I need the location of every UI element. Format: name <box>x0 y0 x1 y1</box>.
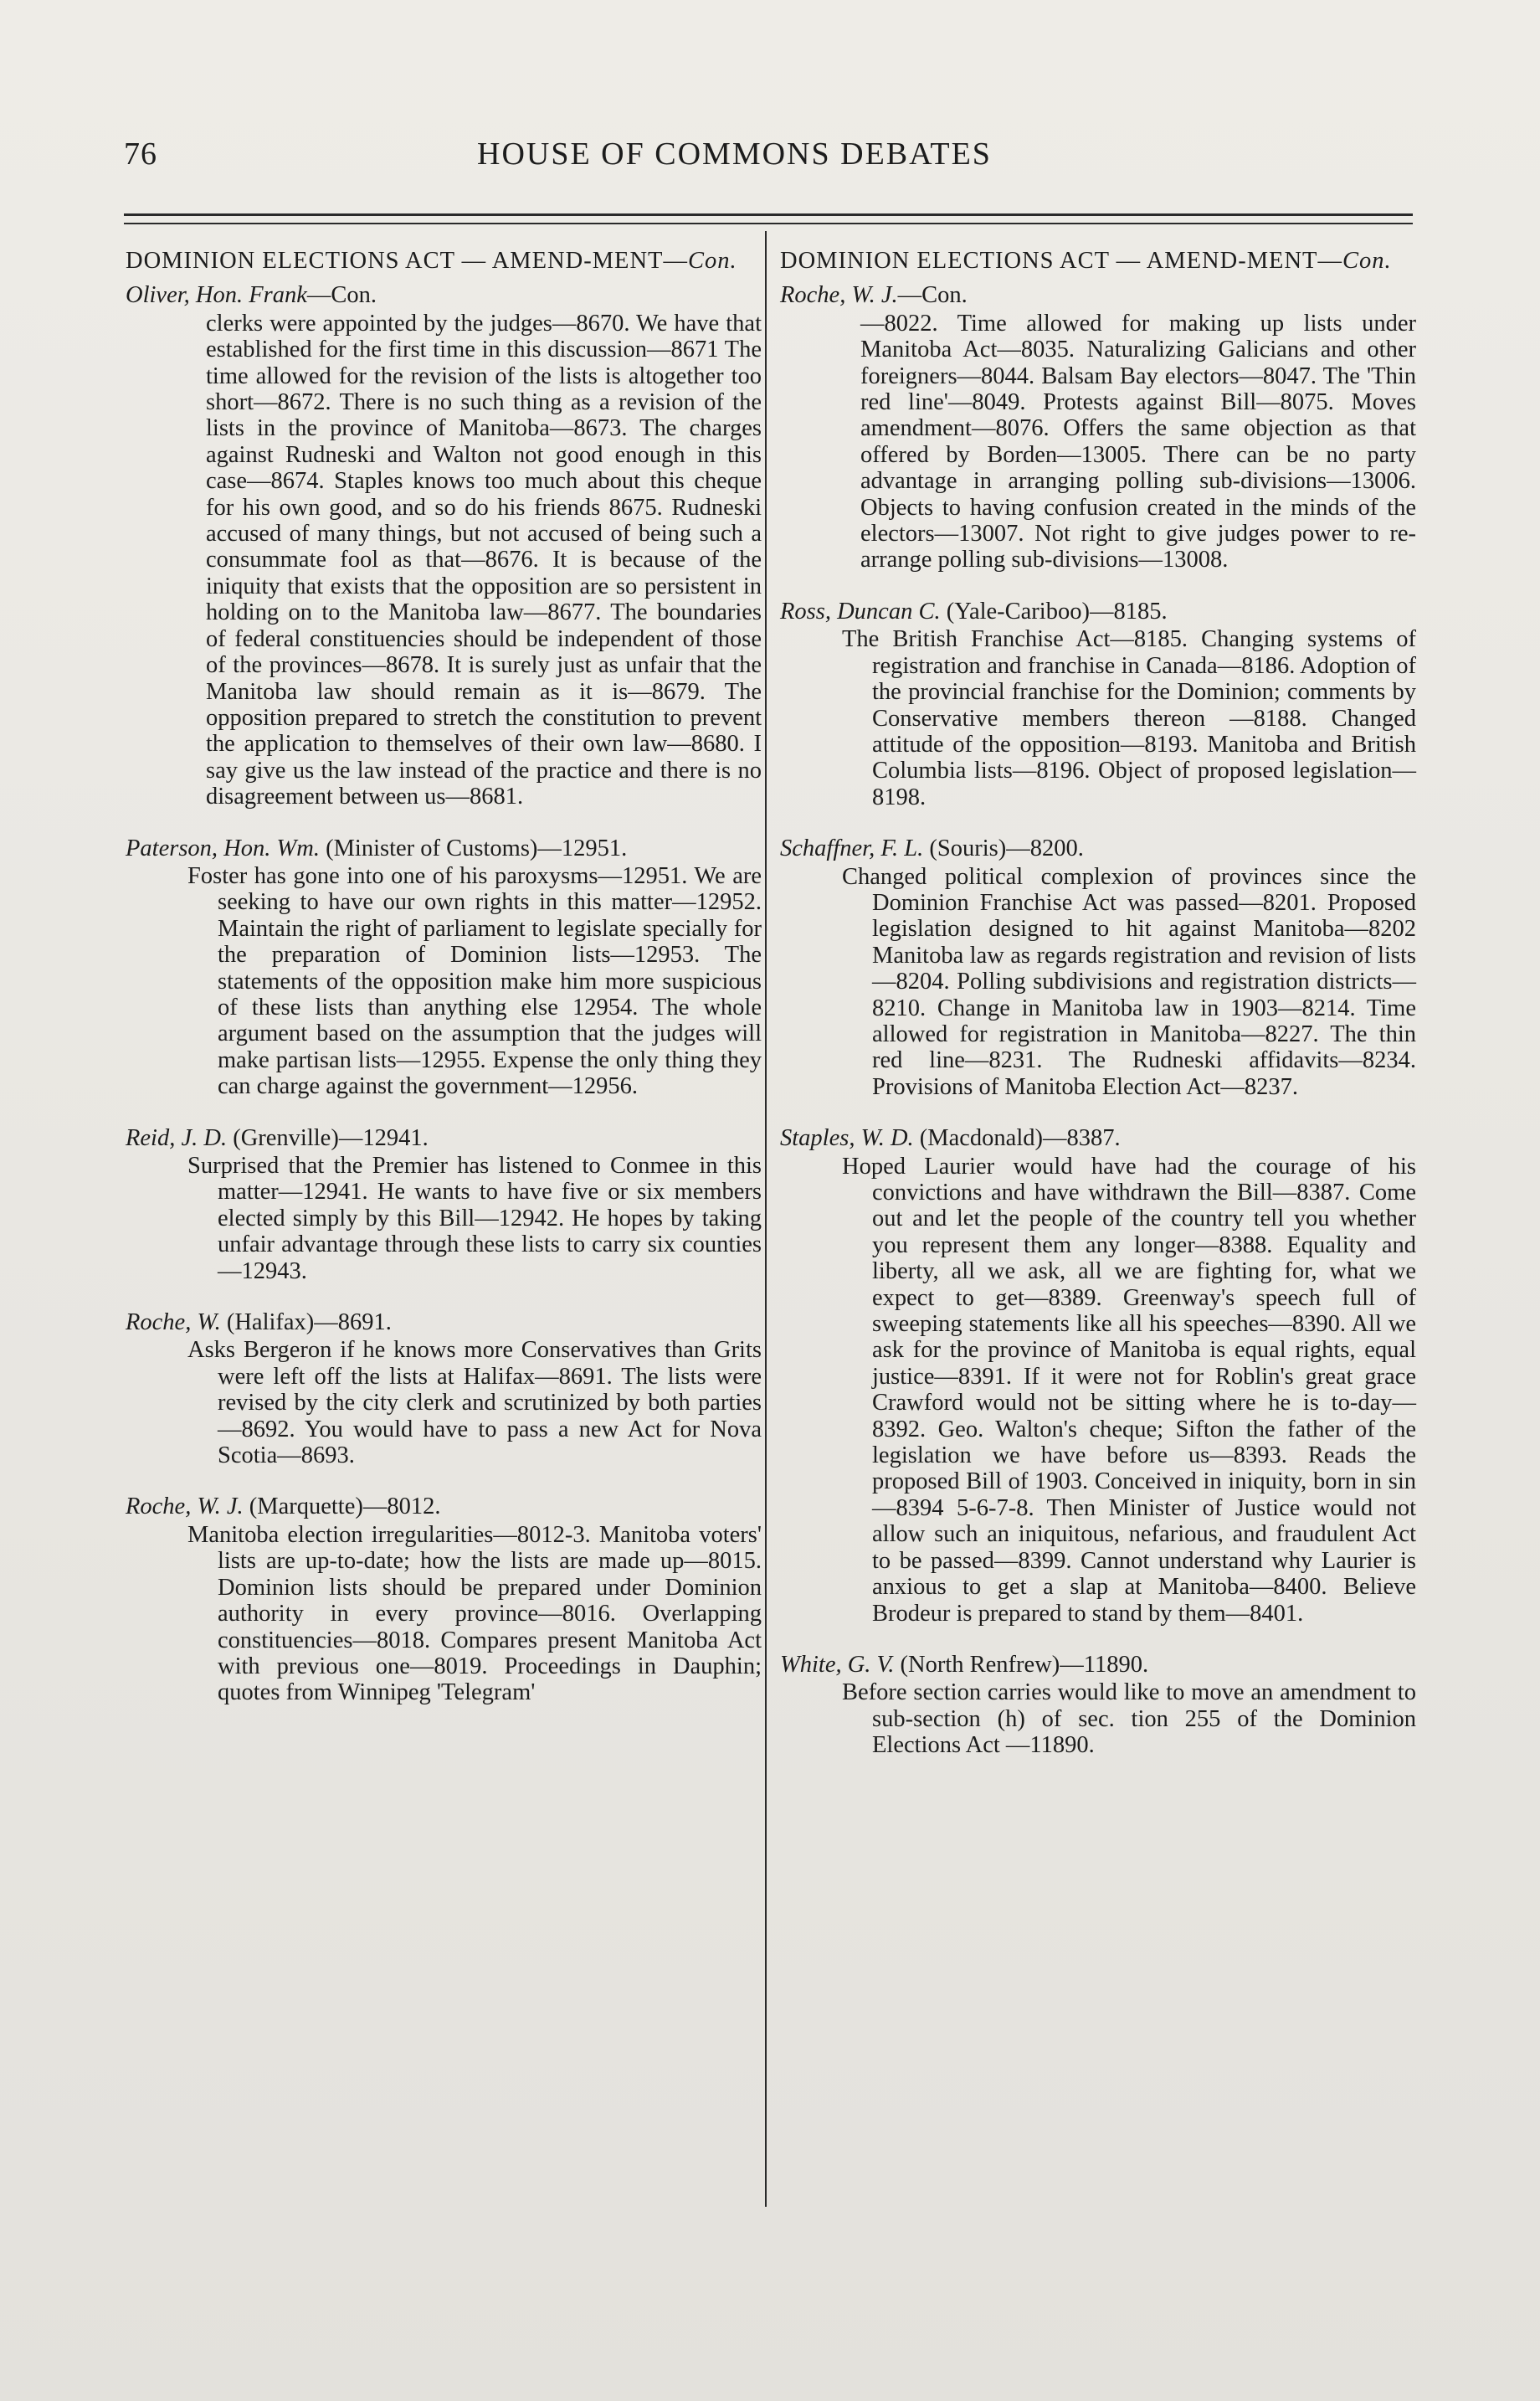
entry-text: Hoped Laurier would have had the courage of his convictions and have withdrawn the Bill—8387. Come out and let the people of the country tell you whether you represent them any longer—8388. Equality and liberty, all we ask, all we are fighting for, what we expect to get—8389. Greenway's speech full of sweeping statements like all his speeches—8390. All we ask for the province of Manitoba is equal rights, equal justice—8391. If it were not for Roblin's great grace Crawford would not be sitting where he is to-day—8392. Geo. Walton's cheque; Sifton the father of the legislation we have before us—8393. Reads the proposed Bill of 1903. Conceived in iniquity, born in sin—8394 5-6-7-8. Then Minister of Justice would not allow such an iniquitous, nefarious, and fraudulent Act to be passed—8399. Cannot understand why Laurier is anxious to get a slap at Manitoba—8400. Believe Brodeur is prepared to stand by them—8401. <box>842 1153 1416 1627</box>
entry-heading <box>780 1652 1416 1678</box>
header-rule <box>124 213 1413 216</box>
index-entry <box>126 282 762 810</box>
entry-text: Surprised that the Premier has listened to Conmee in this matter—12941. He wants to have five or six members elected simply by this Bill—12942. He hopes by taking unfair advantage through these lists to carry six counties—12943. <box>187 1153 762 1284</box>
member-detail: (Yale-Cariboo)—8185. <box>940 598 1168 625</box>
page-number: 76 <box>124 136 157 172</box>
index-entry <box>780 599 1416 810</box>
member-name: Reid, J. D. <box>126 1124 228 1151</box>
index-entry <box>126 1309 762 1468</box>
member-detail: (Minister of Customs)—12951. <box>319 835 628 861</box>
member-detail: (Grenville)—12941. <box>227 1124 429 1151</box>
entry-text: —8022. Time allowed for making up lists under Manitoba Act—8035. Naturalizing Galicians and other foreigners—8044. Balsam Bay electors—8047. The 'Thin red line'—8049. Protests against Bill—8075. Moves amendment—8076. Offers the same objection as that offered by Borden—13005. There can be no party advantage in arranging polling sub-divisions—13006. Objects to having confusion created in the minds of the electors—13007. Not right to give judges power to re-arrange polling sub-divisions—13008. <box>860 310 1416 573</box>
entry-heading <box>126 282 762 308</box>
section-continued: Con. <box>687 248 737 274</box>
member-name: Schaffner, F. L. <box>780 835 924 862</box>
member-detail: (Marquette)—8012. <box>243 1494 441 1520</box>
member-name: Roche, W. <box>126 1309 221 1336</box>
section-heading <box>126 248 762 274</box>
right-column <box>780 248 1416 1784</box>
member-detail: (Halifax)—8691. <box>220 1309 392 1336</box>
member-detail: —Con. <box>897 282 968 309</box>
index-entry <box>780 1125 1416 1627</box>
left-column <box>126 248 762 1731</box>
entry-heading <box>126 835 762 861</box>
column-divider <box>765 231 767 2207</box>
entry-heading <box>126 1125 762 1151</box>
entry-text: The British Franchise Act—8185. Changing systems of registration and franchise in Canada—8186. Adoption of the provincial franchise for the Dominion; comments by Conservative members thereon —8188. Changed attitude of the opposition—8193. Manitoba and British Columbia lists—8196. Object of proposed legislation—8198. <box>842 626 1416 810</box>
entry-heading <box>780 1125 1416 1151</box>
member-name: Roche, W. J. <box>780 282 898 309</box>
entry-heading <box>780 835 1416 861</box>
index-entry <box>780 835 1416 1100</box>
section-heading <box>780 248 1416 274</box>
section-continued: Con. <box>1342 248 1392 274</box>
member-name: Oliver, Hon. Frank <box>126 282 307 309</box>
section-title: DOMINION ELECTIONS ACT — AMEND-MENT— <box>780 248 1342 274</box>
member-name: Roche, W. J. <box>126 1494 244 1520</box>
entry-heading <box>780 599 1416 625</box>
entry-text: clerks were appointed by the judges—8670. We have that established for the first time in this discussion—8671 The time allowed for the revision of the lists is altogether too short—8672. There is no such thing as a revision of the lists in the province of Manitoba—8673. The charges against Rudneski and Walton not good enough in this case—8674. Staples knows too much about this cheque for his own good, and so do his friends 8675. Rudneski accused of many things, but not accused of being such a consummate fool as that—8676. It is because of the iniquity that exists that the opposition are so persistent in holding on to the Manitoba law—8677. The boundaries of federal constituencies should be independent of those of the provinces—8678. It is surely just as unfair that the Manitoba law should remain as it is—8679. The opposition prepared to stretch the constitution to prevent the application to themselves of their own law—8680. I say give us the law instead of the practice and there is no disagreement between us—8681. <box>206 310 762 810</box>
member-detail: (North Renfrew)—11890. <box>894 1651 1149 1678</box>
entry-heading <box>126 1494 762 1519</box>
entry-text: Changed political complexion of provinces since the Dominion Franchise Act was passed—8201. Proposed legislation designed to hit against Manitoba—8202 Manitoba law as regards registration and revision of lists—8204. Polling subdivisions and registration districts—8210. Change in Manitoba law in 1903—8214. Time allowed for registration in Manitoba—8227. The thin red line—8231. The Rudneski affidavits—8234. Provisions of Manitoba Election Act—8237. <box>842 863 1416 1100</box>
member-detail: —Con. <box>306 282 377 309</box>
index-entry <box>126 835 762 1100</box>
member-detail: (Macdonald)—8387. <box>913 1125 1121 1152</box>
member-name: White, G. V. <box>780 1651 895 1678</box>
entry-text: Asks Bergeron if he knows more Conservatives than Grits were left off the lists at Halifax—8691. The lists were revised by the city clerk and scrutinized by both parties—8692. You would have to pass a new Act for Nova Scotia—8693. <box>187 1337 762 1469</box>
member-detail: (Souris)—8200. <box>923 835 1084 862</box>
index-entry <box>126 1494 762 1705</box>
running-title: HOUSE OF COMMONS DEBATES <box>477 136 992 172</box>
index-entry <box>780 282 1416 573</box>
section-title: DOMINION ELECTIONS ACT — AMEND-MENT— <box>126 248 688 274</box>
entry-text: Before section carries would like to move an amendment to sub-section (h) of sec. tion 255 of the Dominion Elections Act —11890. <box>842 1679 1416 1759</box>
header-rule-secondary <box>124 223 1413 224</box>
member-name: Ross, Duncan C. <box>780 598 941 625</box>
member-name: Paterson, Hon. Wm. <box>126 835 320 861</box>
entry-heading <box>126 1309 762 1335</box>
entry-text: Manitoba election irregularities—8012-3. Manitoba voters' lists are up-to-date; how the lists are made up—8015. Dominion lists should be prepared under Dominion authority in every province—8016. Overlapping constituencies—8018. Compares present Manitoba Act with previous one—8019. Proceedings in Dauphin; quotes from Winnipeg 'Telegram' <box>187 1521 762 1706</box>
index-entry <box>126 1125 762 1284</box>
member-name: Staples, W. D. <box>780 1125 914 1152</box>
entry-text: Foster has gone into one of his paroxysms—12951. We are seeking to have our own rights in this matter—12952. Maintain the right of parliament to legislate specially for the preparation of Dominion lists—12953. The statements of the opposition make him more suspicious of these lists than anything else 12954. The whole argument based on the assumption that the judges will make partisan lists—12955. Expense the only thing they can charge against the government—12956. <box>187 862 762 1100</box>
entry-heading <box>780 282 1416 308</box>
page-header <box>124 136 1413 186</box>
index-entry <box>780 1652 1416 1759</box>
